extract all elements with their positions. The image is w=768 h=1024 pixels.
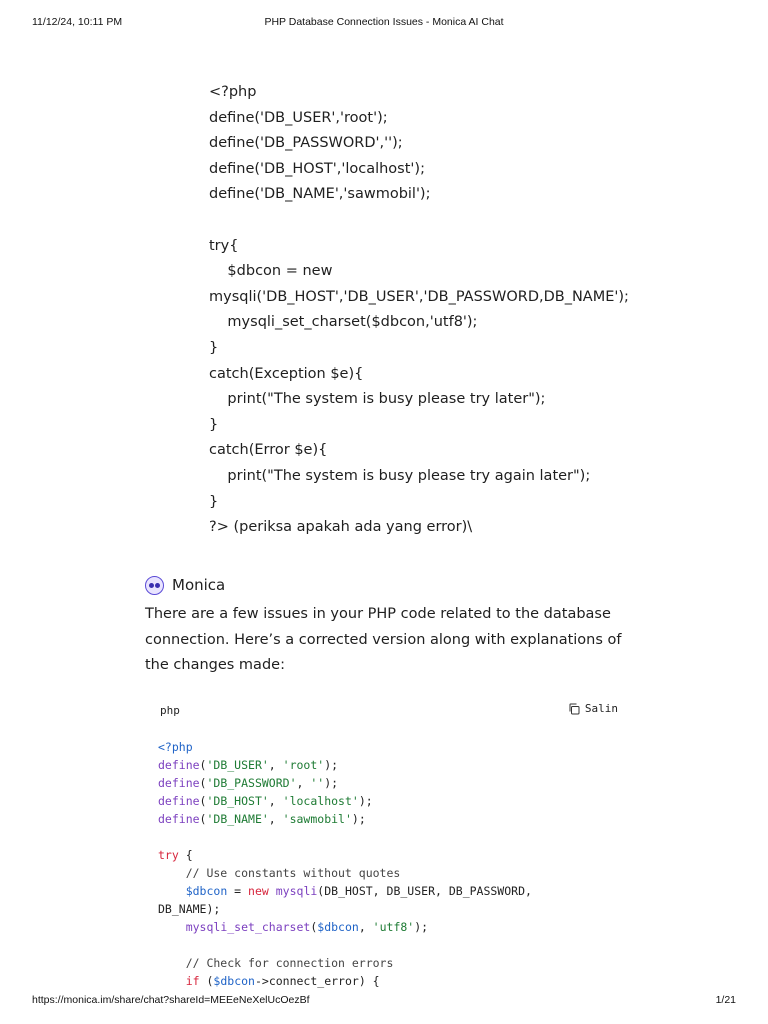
user-message-line: define('DB_NAME','sawmobil'); [209, 186, 431, 203]
code-block-header [145, 700, 630, 722]
code-token: $dbcon [185, 884, 228, 898]
code-token: // Check for connection errors [158, 956, 394, 970]
code-token: if [185, 974, 200, 988]
code-token: 'sawmobil' [282, 812, 352, 826]
user-message-line: print("The system is busy please try again later"); [209, 467, 591, 484]
code-token [158, 884, 186, 898]
code-token: ); [351, 812, 366, 826]
code-token: ( [199, 758, 207, 772]
code-token: 'localhost' [282, 794, 359, 808]
user-message-line: print("The system is busy please try later"); [209, 391, 546, 408]
code-line [158, 738, 628, 756]
code-token: define [158, 812, 200, 826]
user-message-line: } [209, 493, 219, 510]
user-message [209, 80, 629, 541]
code-token: , [358, 920, 373, 934]
copy-icon [568, 703, 580, 715]
code-token: DB_NAME); [158, 902, 221, 916]
code-token: $dbcon [317, 920, 359, 934]
code-token: 'utf8' [372, 920, 415, 934]
code-line [158, 846, 628, 864]
code-token: define [158, 794, 200, 808]
user-message-line: catch(Error $e){ [209, 442, 328, 459]
user-message-line: define('DB_USER','root'); [209, 109, 388, 126]
user-message-line: <?php [209, 84, 257, 100]
code-line [158, 918, 628, 936]
user-message-line [209, 208, 629, 234]
user-message-line: try{ [209, 237, 239, 254]
user-message-line: define('DB_HOST','localhost'); [209, 160, 425, 177]
assistant-name: Monica [172, 576, 226, 594]
code-line [158, 810, 628, 828]
code-line [158, 792, 628, 810]
code-token: ( [199, 812, 207, 826]
code-token: { [178, 848, 193, 862]
code-token: ); [324, 758, 339, 772]
print-page-number: 1/21 [715, 994, 736, 1006]
code-token: mysqli [275, 884, 318, 898]
code-block [158, 738, 628, 990]
user-message-line: } [209, 416, 219, 433]
code-token: = [227, 884, 249, 898]
monica-face-icon [145, 576, 164, 595]
code-token: // Use constants without quotes [158, 866, 401, 880]
code-token: $dbcon [213, 974, 255, 988]
code-token: ( [199, 794, 207, 808]
code-line [158, 756, 628, 774]
code-token [269, 884, 276, 898]
code-token: 'root' [282, 758, 325, 772]
code-token: , [268, 794, 283, 808]
print-url: https://monica.im/share/chat?shareId=MEEeNeXelUcOezBf [32, 994, 310, 1006]
code-line [158, 900, 628, 918]
user-message-line: $dbcon = new [209, 263, 333, 280]
code-token: define [158, 776, 200, 790]
code-token: ); [324, 776, 339, 790]
code-token: ( [199, 974, 214, 988]
code-line [158, 774, 628, 792]
code-token: 'DB_NAME' [206, 812, 269, 826]
code-token: ( [199, 776, 207, 790]
user-message-line: mysqli('DB_HOST','DB_USER','DB_PASSWORD,DB_NAME'); [209, 288, 629, 305]
code-token: <?php [158, 740, 193, 754]
code-token: define [158, 758, 200, 772]
code-line [158, 972, 628, 990]
code-line [158, 936, 628, 954]
code-token: ->connect_error) { [254, 974, 380, 988]
code-line [158, 864, 628, 882]
code-token: ); [358, 794, 373, 808]
code-token: 'DB_PASSWORD' [206, 776, 297, 790]
print-header [32, 16, 736, 30]
code-token: 'DB_USER' [206, 758, 269, 772]
code-token: '' [310, 776, 325, 790]
code-line [158, 954, 628, 972]
code-token: ); [414, 920, 429, 934]
code-token: (DB_HOST, DB_USER, DB_PASSWORD, [317, 884, 532, 898]
print-datetime: 11/12/24, 10:11 PM [32, 16, 123, 28]
user-message-line: define('DB_PASSWORD',''); [209, 135, 403, 152]
code-token: 'DB_HOST' [206, 794, 269, 808]
copy-label: Salin [584, 702, 618, 715]
code-token [158, 974, 186, 988]
user-message-line: catch(Exception $e){ [209, 365, 364, 382]
code-language-label: php [160, 704, 180, 717]
code-token: , [268, 812, 283, 826]
code-line [158, 828, 628, 846]
code-token: try [158, 848, 179, 862]
assistant-header [145, 574, 225, 596]
code-token: , [296, 776, 311, 790]
code-token: ( [310, 920, 318, 934]
code-token: new [248, 884, 269, 898]
print-page-title: PHP Database Connection Issues - Monica AI Chat [264, 16, 504, 28]
user-message-line: mysqli_set_charset($dbcon,'utf8'); [209, 314, 478, 331]
user-message-line: ?> (periksa apakah ada yang error)\ [209, 519, 473, 536]
print-footer [32, 994, 736, 1008]
user-message-line: } [209, 339, 219, 356]
code-token: mysqli_set_charset [185, 920, 311, 934]
assistant-intro: There are a few issues in your PHP code related to the database connection. Here’s a corrected version along with explanations of the changes made: [145, 606, 622, 674]
copy-code-button[interactable] [568, 702, 618, 715]
code-token [158, 920, 186, 934]
code-line [158, 882, 628, 900]
code-token: , [268, 758, 283, 772]
